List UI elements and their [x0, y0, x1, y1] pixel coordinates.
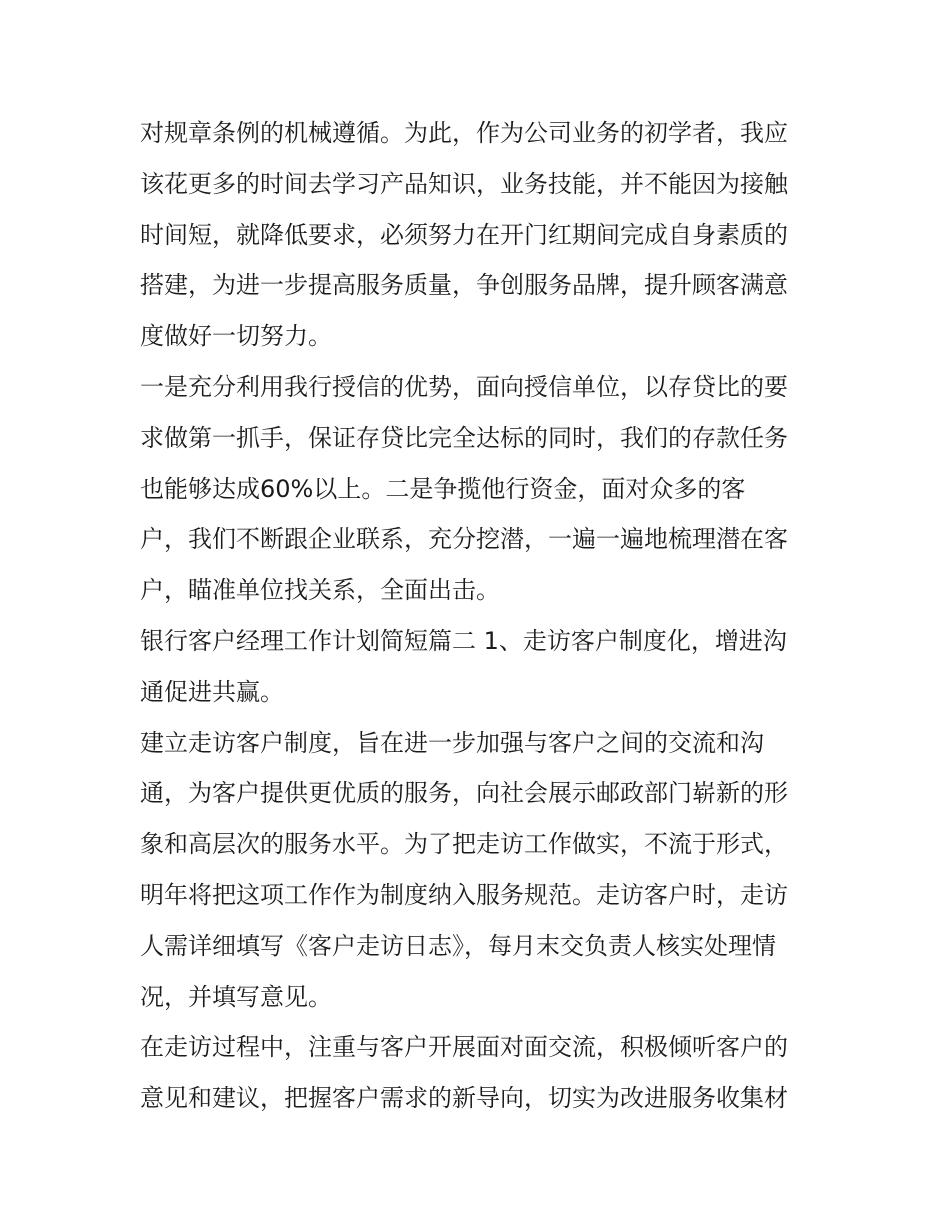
text-line: 一是充分利用我行授信的优势，面向授信单位，以存贷比的要: [140, 372, 788, 401]
text-line: 时间短，就降低要求，必须努力在开门红期间完成自身素质的: [140, 220, 788, 249]
text-line: 建立走访客户制度，旨在进一步加强与客户之间的交流和沟: [140, 728, 764, 757]
text-line: 户，瞄准单位找关系，全面出击。: [140, 576, 500, 605]
paragraph-2: [140, 362, 820, 616]
paragraph-5: [140, 1022, 820, 1124]
paragraph-3: [140, 616, 820, 718]
text-line: 户，我们不断跟企业联系，充分挖潜，一遍一遍地梳理潜在客: [140, 525, 788, 554]
document-body: [140, 108, 820, 1124]
text-line: 对规章条例的机械遵循。为此，作为公司业务的初学者，我应: [140, 119, 788, 147]
text-line: 在走访过程中，注重与客户开展面对面交流，积极倾听客户的: [140, 1033, 788, 1062]
text-line: 通，为客户提供更优质的服务，向社会展示邮政部门崭新的形: [140, 779, 788, 808]
paragraph-4: [140, 718, 820, 1023]
text-line: 度做好一切努力。: [140, 322, 332, 351]
text-line: 况，并填写意见。: [140, 982, 332, 1011]
text-line: 求做第一抓手，保证存贷比完全达标的同时，我们的存款任务: [140, 423, 788, 452]
text-line: 明年将把这项工作作为制度纳入服务规范。走访客户时，走访: [140, 880, 788, 909]
paragraph-1: [140, 108, 820, 362]
text-line: 人需详细填写《客户走访日志》，每月末交负责人核实处理情: [140, 931, 776, 960]
text-line: 该花更多的时间去学习产品知识，业务技能，并不能因为接触: [140, 169, 788, 198]
text-line: 意见和建议，把握客户需求的新导向，切实为改进服务收集材: [140, 1084, 788, 1113]
text-line: 通促进共赢。: [140, 677, 284, 706]
text-line: 也能够达成60%以上。二是争揽他行资金，面对众多的客: [140, 474, 746, 503]
text-line: 搭建，为进一步提高服务质量，争创服务品牌，提升顾客满意: [140, 271, 788, 300]
text-line: 象和高层次的服务水平。为了把走访工作做实，不流于形式，: [140, 830, 788, 859]
text-line: 银行客户经理工作计划简短篇二 1、走访客户制度化，增进沟: [140, 626, 787, 655]
